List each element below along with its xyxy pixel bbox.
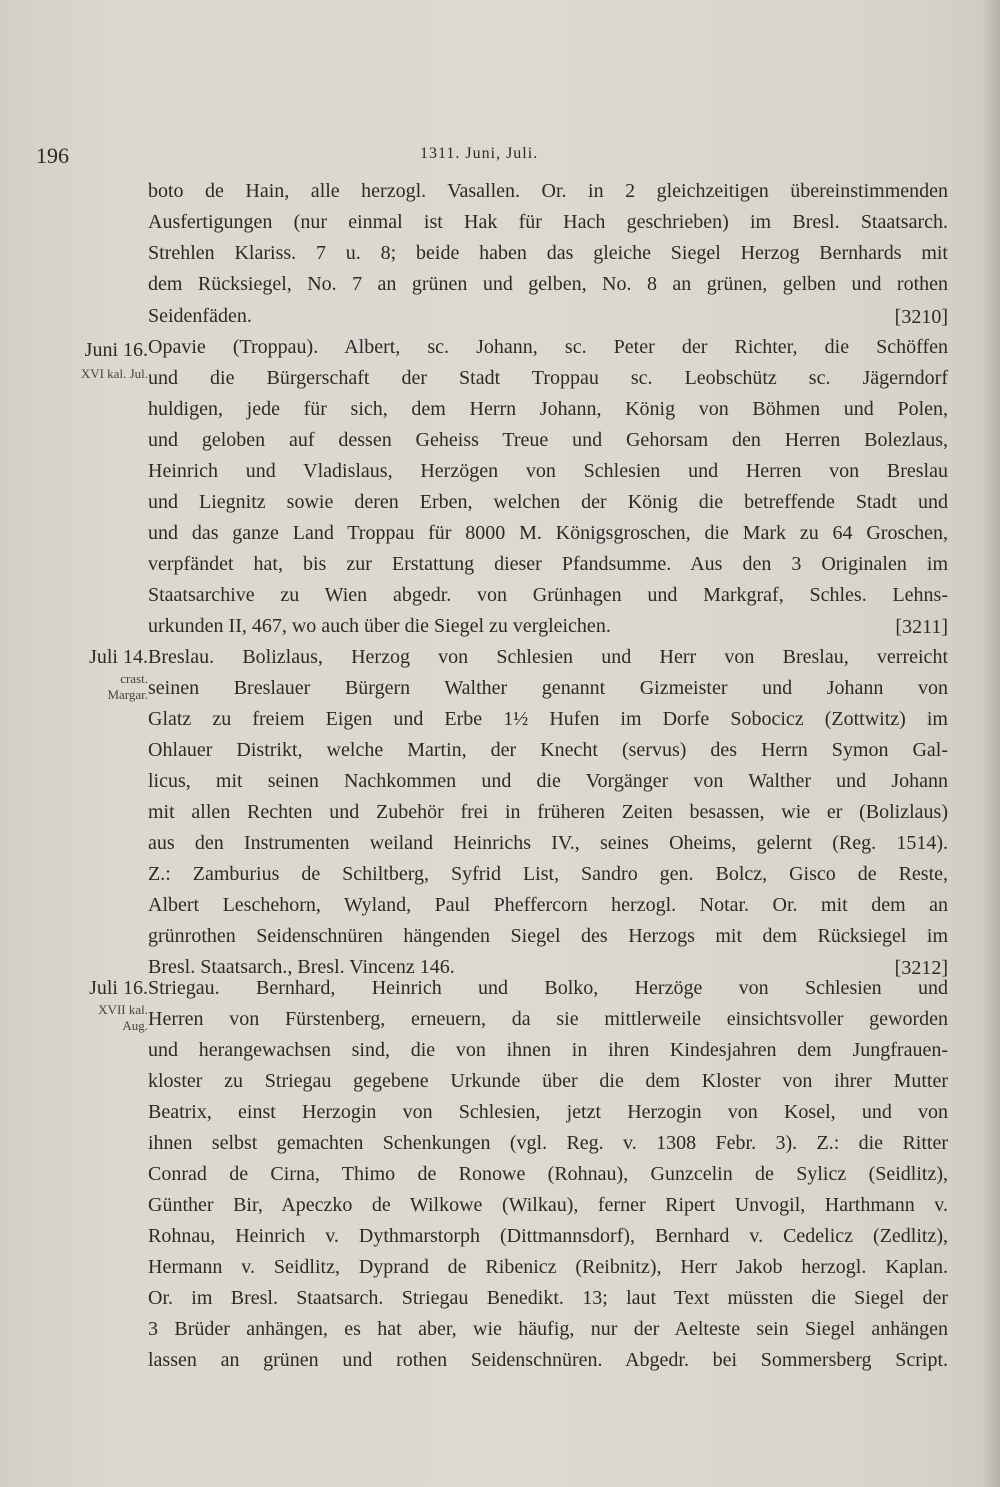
margin-note: XVI kal. Jul. bbox=[80, 366, 148, 381]
margin-note: Aug. bbox=[122, 1018, 148, 1033]
text-line: und Liegnitz sowie deren Erben, welchen der König die betreffende Stadt und bbox=[148, 491, 948, 513]
margin-date: Juli 14. bbox=[89, 646, 148, 668]
document-number: [3212] bbox=[894, 957, 948, 979]
page-edge-shadow bbox=[982, 0, 1000, 1487]
text-line: Glatz zu freiem Eigen und Erbe 1½ Hufen im Dorfe Sobocicz (Zottwitz) im bbox=[148, 708, 948, 730]
margin-date: Juli 16. bbox=[89, 977, 148, 999]
text-line: Strehlen Klariss. 7 u. 8; beide haben das gleiche Siegel Herzog Bernhards mit bbox=[148, 242, 948, 264]
text-line: Rohnau, Heinrich v. Dythmarstorph (Dittmannsdorf), Bernhard v. Cedelicz (Zedlitz), bbox=[148, 1225, 948, 1247]
text-line: Günther Bir, Apeczko de Wilkowe (Wilkau), ferner Ripert Unvogil, Harthmann v. bbox=[148, 1194, 948, 1216]
running-head: 1311. Juni, Juli. bbox=[420, 145, 539, 162]
margin-note-juli-16 bbox=[30, 978, 148, 1034]
text-line: Opavie (Troppau). Albert, sc. Johann, sc. Peter der Richter, die Schöffen bbox=[148, 336, 948, 358]
text-line: Seidenfäden. bbox=[148, 305, 252, 327]
text-line: und geloben auf dessen Geheiss Treue und Gehorsam den Herren Bolezlaus, bbox=[148, 429, 948, 451]
text-line: boto de Hain, alle herzogl. Vasallen. Or. in 2 gleichzeitigen übereinstimmenden bbox=[148, 180, 948, 202]
margin-note-juni-16 bbox=[30, 340, 148, 382]
text-line: und herangewachsen sind, die von ihnen in ihren Kindesjahren dem Jungfrauen- bbox=[148, 1039, 948, 1061]
page-number: 196 bbox=[36, 143, 69, 168]
text-line: mit allen Rechten und Zubehör frei in früheren Zeiten besassen, wie er (Bolizlaus) bbox=[148, 801, 948, 823]
document-number: [3211] bbox=[895, 616, 948, 638]
text-line: Ausfertigungen (nur einmal ist Hak für Hach geschrieben) im Bresl. Staatsarch. bbox=[148, 211, 948, 233]
text-line: dem Rücksiegel, No. 7 an grünen und gelben, No. 8 an grünen, gelben und rothen bbox=[148, 273, 948, 295]
margin-note: Margar. bbox=[107, 687, 148, 702]
text-line: Z.: Zamburius de Schiltberg, Syfrid List, Sandro gen. Bolcz, Gisco de Reste, bbox=[148, 863, 948, 885]
text-line: grünrothen Seidenschnüren hängenden Siegel des Herzogs mit dem Rücksiegel im bbox=[148, 925, 948, 947]
text-line: Beatrix, einst Herzogin von Schlesien, jetzt Herzogin von Kosel, und von bbox=[148, 1101, 948, 1123]
text-line: 3 Brüder anhängen, es hat aber, wie häufig, nur der Aelteste sein Siegel anhängen bbox=[148, 1318, 948, 1340]
margin-note-juli-14 bbox=[30, 647, 148, 703]
text-line: aus den Instrumenten weiland Heinrichs IV., seines Oheims, gelernt (Reg. 1514). bbox=[148, 832, 948, 854]
margin-note: crast. bbox=[120, 671, 148, 686]
text-line: kloster zu Striegau gegebene Urkunde über die dem Kloster von ihrer Mutter bbox=[148, 1070, 948, 1092]
text-line: Or. im Bresl. Staatsarch. Striegau Benedikt. 13; laut Text müssten die Siegel der bbox=[148, 1287, 948, 1309]
margin-note: XVII kal. bbox=[98, 1002, 148, 1017]
text-line: Hermann v. Seidlitz, Dyprand de Ribenicz (Reibnitz), Herr Jakob herzogl. Kaplan. bbox=[148, 1256, 948, 1278]
document-number: [3210] bbox=[894, 306, 948, 328]
text-line: und die Bürgerschaft der Stadt Troppau sc. Leobschütz sc. Jägerndorf bbox=[148, 367, 948, 389]
text-line: Striegau. Bernhard, Heinrich und Bolko, Herzöge von Schlesien und bbox=[148, 977, 948, 999]
text-line: ihnen selbst gemachten Schenkungen (vgl. Reg. v. 1308 Febr. 3). Z.: die Ritter bbox=[148, 1132, 948, 1154]
text-line: licus, mit seinen Nachkommen und die Vorgänger von Walther und Johann bbox=[148, 770, 948, 792]
margin-date: Juni 16. bbox=[84, 339, 148, 361]
text-line: Staatsarchive zu Wien abgedr. von Grünhagen und Markgraf, Schles. Lehns- bbox=[148, 584, 948, 606]
text-line: huldigen, jede für sich, dem Herrn Johann, König von Böhmen und Polen, bbox=[148, 398, 948, 420]
text-line: Conrad de Cirna, Thimo de Ronowe (Rohnau), Gunzcelin de Sylicz (Seidlitz), bbox=[148, 1163, 948, 1185]
text-line: Ohlauer Distrikt, welche Martin, der Knecht (servus) des Herrn Symon Gal- bbox=[148, 739, 948, 761]
text-line: verpfändet hat, bis zur Erstattung dieser Pfandsumme. Aus den 3 Originalen im bbox=[148, 553, 948, 575]
text-line: Breslau. Bolizlaus, Herzog von Schlesien und Herr von Breslau, verreicht bbox=[148, 646, 948, 668]
text-line: urkunden II, 467, wo auch über die Siegel zu vergleichen. bbox=[148, 615, 611, 637]
text-line: Albert Leschehorn, Wyland, Paul Pheffercorn herzogl. Notar. Or. mit dem an bbox=[148, 894, 948, 916]
text-line: Bresl. Staatsarch., Bresl. Vincenz 146. bbox=[148, 956, 455, 978]
text-line: lassen an grünen und rothen Seidenschnüren. Abgedr. bei Sommersberg Script. bbox=[148, 1349, 948, 1371]
text-line: seinen Breslauer Bürgern Walther genannt Gizmeister und Johann von bbox=[148, 677, 948, 699]
text-line: Herren von Fürstenberg, erneuern, da sie mittlerweile einsichtsvoller geworden bbox=[148, 1008, 948, 1030]
text-line: Heinrich und Vladislaus, Herzögen von Schlesien und Herren von Breslau bbox=[148, 460, 948, 482]
text-line: und das ganze Land Troppau für 8000 M. Königsgroschen, die Mark zu 64 Groschen, bbox=[148, 522, 948, 544]
